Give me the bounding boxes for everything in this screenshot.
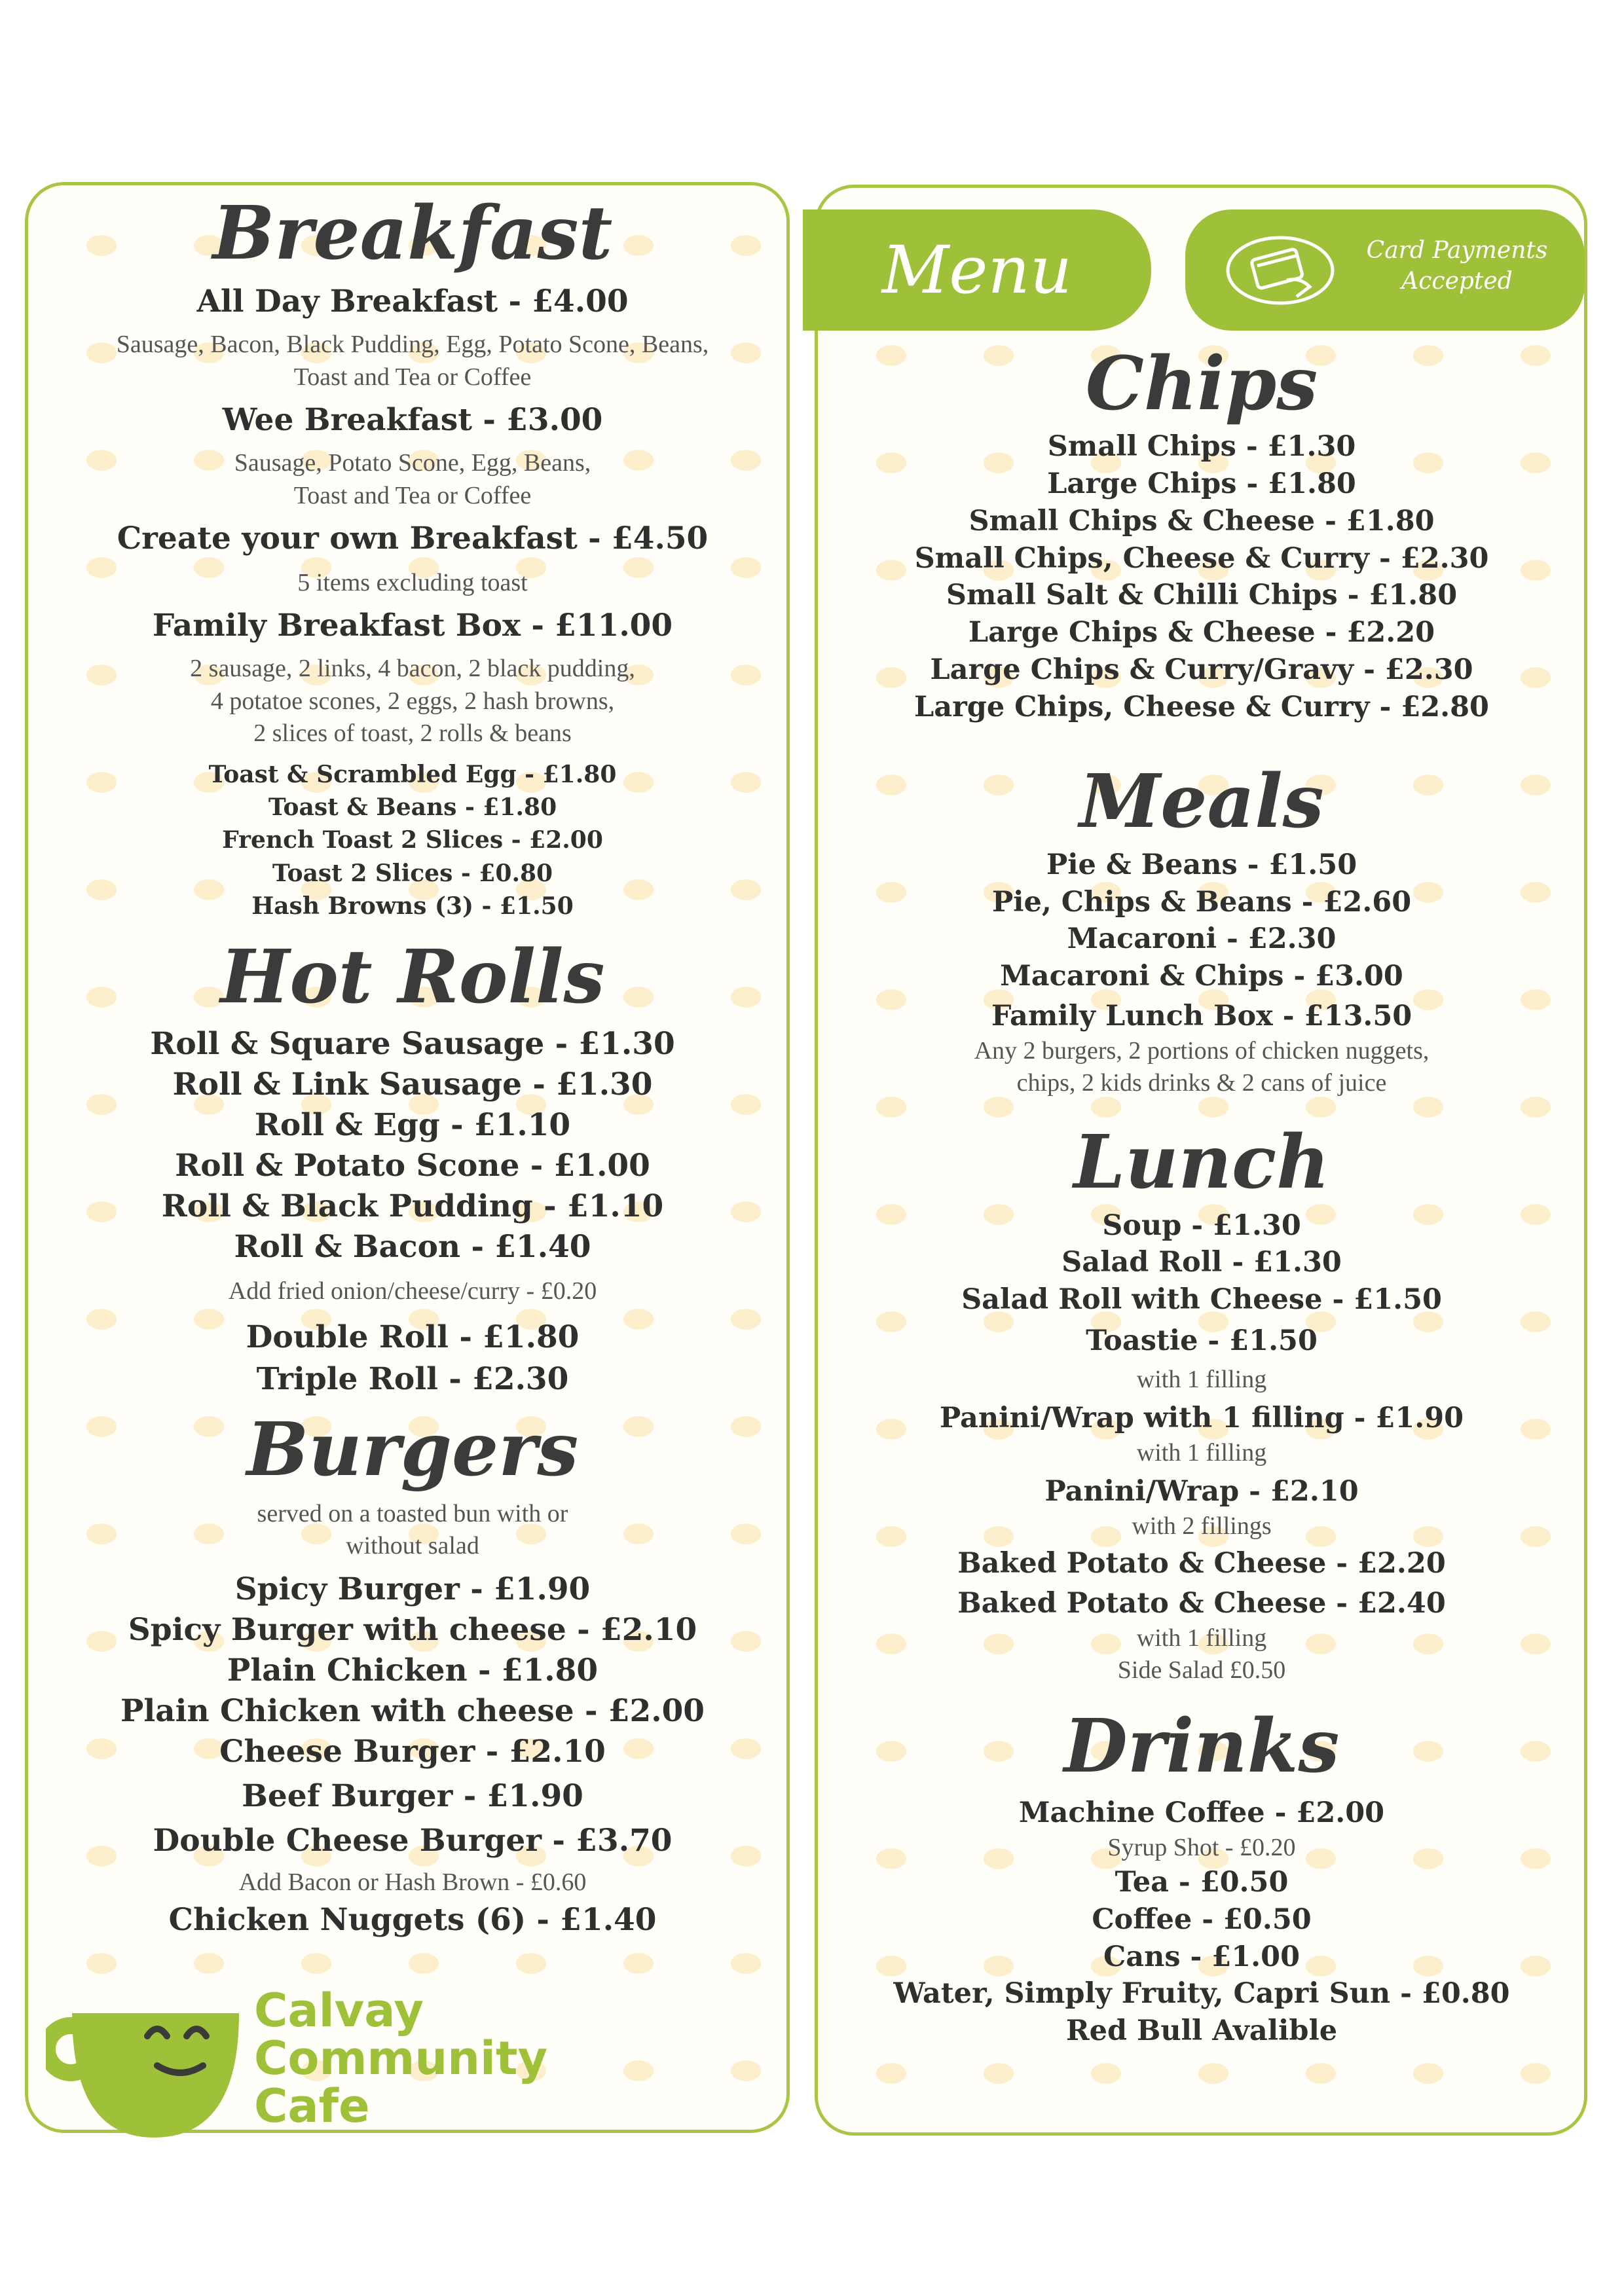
syrup-shot-desc: Syrup Shot - £0.20	[1107, 1833, 1296, 1861]
list-item: Tea - £0.50	[1115, 1866, 1289, 1899]
list-item: Large Chips, Cheese & Curry - £2.80	[914, 690, 1489, 723]
family-lunch-box-desc: Any 2 burgers, 2 portions of chicken nuggets, chips, 2 kids drinks & 2 cans of juice	[974, 1036, 1430, 1097]
family-breakfast-item: Family Breakfast Box - £11.00	[152, 608, 673, 644]
hot-rolls-addon: Add fried onion/cheese/curry - £0.20	[228, 1277, 597, 1305]
burgers-list	[46, 1569, 779, 1772]
list-item: Large Chips & Cheese - £2.20	[968, 616, 1435, 649]
list-item: Toast & Beans - £1.80	[268, 793, 557, 822]
list-item: Soup - £1.30	[1102, 1209, 1301, 1242]
create-breakfast-desc: 5 items excluding toast	[297, 569, 528, 597]
wee-breakfast-item: Wee Breakfast - £3.00	[222, 402, 603, 439]
list-item: Roll & Egg - £1.10	[254, 1107, 571, 1144]
family-breakfast-desc: 2 sausage, 2 links, 4 bacon, 2 black pudding, 4 potatoe scones, 2 eggs, 2 hash browns, 2 slices of toast, 2 rolls & beans	[190, 655, 635, 748]
double-roll-item: Double Roll - £1.80	[246, 1319, 580, 1355]
list-item: Cheese Burger - £2.10	[219, 1733, 606, 1770]
logo-line-3: Cafe	[254, 2079, 370, 2133]
panini-two-fillings-item: Panini/Wrap - £2.10	[1044, 1475, 1359, 1508]
list-item: Roll & Potato Scone - £1.00	[175, 1148, 650, 1184]
left-menu-column	[46, 190, 779, 1941]
list-item: Spicy Burger - £1.90	[234, 1571, 591, 1607]
list-item: Roll & Bacon - £1.40	[234, 1229, 591, 1266]
list-item: Hash Browns (3) - £1.50	[251, 892, 574, 920]
burgers-heading: Burgers	[246, 1406, 579, 1493]
list-item: Pie, Chips & Beans - £2.60	[991, 885, 1412, 919]
burgers-addon: Add Bacon or Hash Brown - £0.60	[238, 1868, 587, 1897]
baked-potato-cheese-item: Baked Potato & Cheese - £2.20	[957, 1547, 1446, 1580]
double-cheese-burger-item: Double Cheese Burger - £3.70	[153, 1822, 673, 1859]
hot-rolls-list	[46, 1024, 779, 1267]
list-item: Salad Roll - £1.30	[1061, 1246, 1342, 1279]
wee-breakfast-desc: Sausage, Potato Scone, Egg, Beans, Toast and Tea or Coffee	[234, 449, 591, 509]
hot-rolls-heading: Hot Rolls	[220, 934, 605, 1020]
menu-title-tab: Menu	[803, 210, 1151, 331]
list-item: Small Chips & Cheese - £1.80	[969, 504, 1435, 538]
beef-burger-item: Beef Burger - £1.90	[242, 1777, 583, 1814]
chips-heading: Chips	[1085, 341, 1318, 427]
toastie-desc: with 1 filling	[1136, 1365, 1267, 1393]
lunch-list	[851, 1207, 1552, 1319]
create-breakfast-item: Create your own Breakfast - £4.50	[117, 520, 709, 557]
machine-coffee-item: Machine Coffee - £2.00	[1018, 1796, 1385, 1830]
all-day-breakfast-item: All Day Breakfast - £4.00	[196, 283, 629, 320]
lunch-heading: Lunch	[1073, 1120, 1330, 1206]
calvay-community-cafe-logo	[46, 1984, 548, 2144]
list-item: Toast & Scrambled Egg - £1.80	[208, 760, 617, 788]
meals-heading: Meals	[1079, 759, 1324, 845]
breakfast-extras-list	[46, 758, 779, 923]
panini-one-filling-item: Panini/Wrap with 1 filling - £1.90	[939, 1402, 1464, 1435]
list-item: Large Chips & Curry/Gravy - £2.30	[930, 653, 1473, 686]
logo-wordmark	[254, 1984, 548, 2133]
list-item: Water, Simply Fruity, Capri Sun - £0.80	[893, 1977, 1510, 2011]
toastie-item: Toastie - £1.50	[1086, 1324, 1318, 1357]
list-item: French Toast 2 Slices - £2.00	[222, 826, 603, 854]
list-item: Salad Roll with Cheese - £1.50	[961, 1283, 1442, 1317]
list-item: Large Chips - £1.80	[1047, 467, 1356, 501]
list-item: Cans - £1.00	[1103, 1940, 1300, 1973]
list-item: Spicy Burger with cheese - £2.10	[128, 1611, 697, 1648]
panini-two-fillings-desc: with 2 fillings	[1132, 1512, 1272, 1540]
drinks-heading: Drinks	[1063, 1703, 1340, 1789]
all-day-breakfast-desc: Sausage, Bacon, Black Pudding, Egg, Potato Scone, Beans, Toast and Tea or Coffee	[116, 331, 709, 391]
baked-potato-desc: with 1 filling Side Salad £0.50	[1117, 1624, 1286, 1685]
triple-roll-item: Triple Roll - £2.30	[256, 1360, 569, 1397]
list-item: Roll & Black Pudding - £1.10	[161, 1188, 664, 1225]
list-item: Red Bull Avalible	[1065, 2014, 1338, 2048]
logo-line-1: Calvay	[254, 1984, 424, 2037]
meals-list	[851, 847, 1552, 995]
smiling-cup-icon	[46, 1987, 255, 2144]
chicken-nuggets-item: Chicken Nuggets (6) - £1.40	[168, 1902, 657, 1939]
list-item: Small Chips, Cheese & Curry - £2.30	[914, 541, 1489, 575]
card-payment-icon	[1225, 234, 1336, 306]
drinks-list	[851, 1864, 1552, 2050]
list-item: Plain Chicken - £1.80	[227, 1652, 599, 1688]
right-menu-column	[851, 340, 1552, 2050]
list-item: Roll & Link Sausage - £1.30	[172, 1066, 653, 1103]
list-item: Pie & Beans - £1.50	[1046, 848, 1357, 881]
list-item: Plain Chicken with cheese - £2.00	[120, 1692, 705, 1729]
list-item: Roll & Square Sausage - £1.30	[150, 1025, 675, 1062]
panini-one-filling-desc: with 1 filling	[1136, 1438, 1267, 1467]
breakfast-heading: Breakfast	[212, 191, 613, 276]
burgers-desc: served on a toasted bun with or without salad	[257, 1500, 568, 1560]
baked-potato-filling-item: Baked Potato & Cheese - £2.40	[957, 1587, 1446, 1620]
list-item: Small Salt & Chilli Chips - £1.80	[946, 579, 1458, 612]
list-item: Small Chips - £1.30	[1047, 430, 1356, 464]
card-payments-text: Card Payments Accepted	[1366, 237, 1548, 295]
list-item: Toast 2 Slices - £0.80	[272, 859, 553, 887]
list-item: Macaroni - £2.30	[1067, 922, 1337, 956]
chips-list	[851, 428, 1552, 725]
family-lunch-box-item: Family Lunch Box - £13.50	[991, 999, 1412, 1032]
card-payments-badge	[1185, 210, 1585, 331]
list-item: Coffee - £0.50	[1092, 1903, 1312, 1936]
list-item: Macaroni & Chips - £3.00	[1000, 960, 1403, 993]
logo-line-2: Community	[254, 2031, 548, 2085]
